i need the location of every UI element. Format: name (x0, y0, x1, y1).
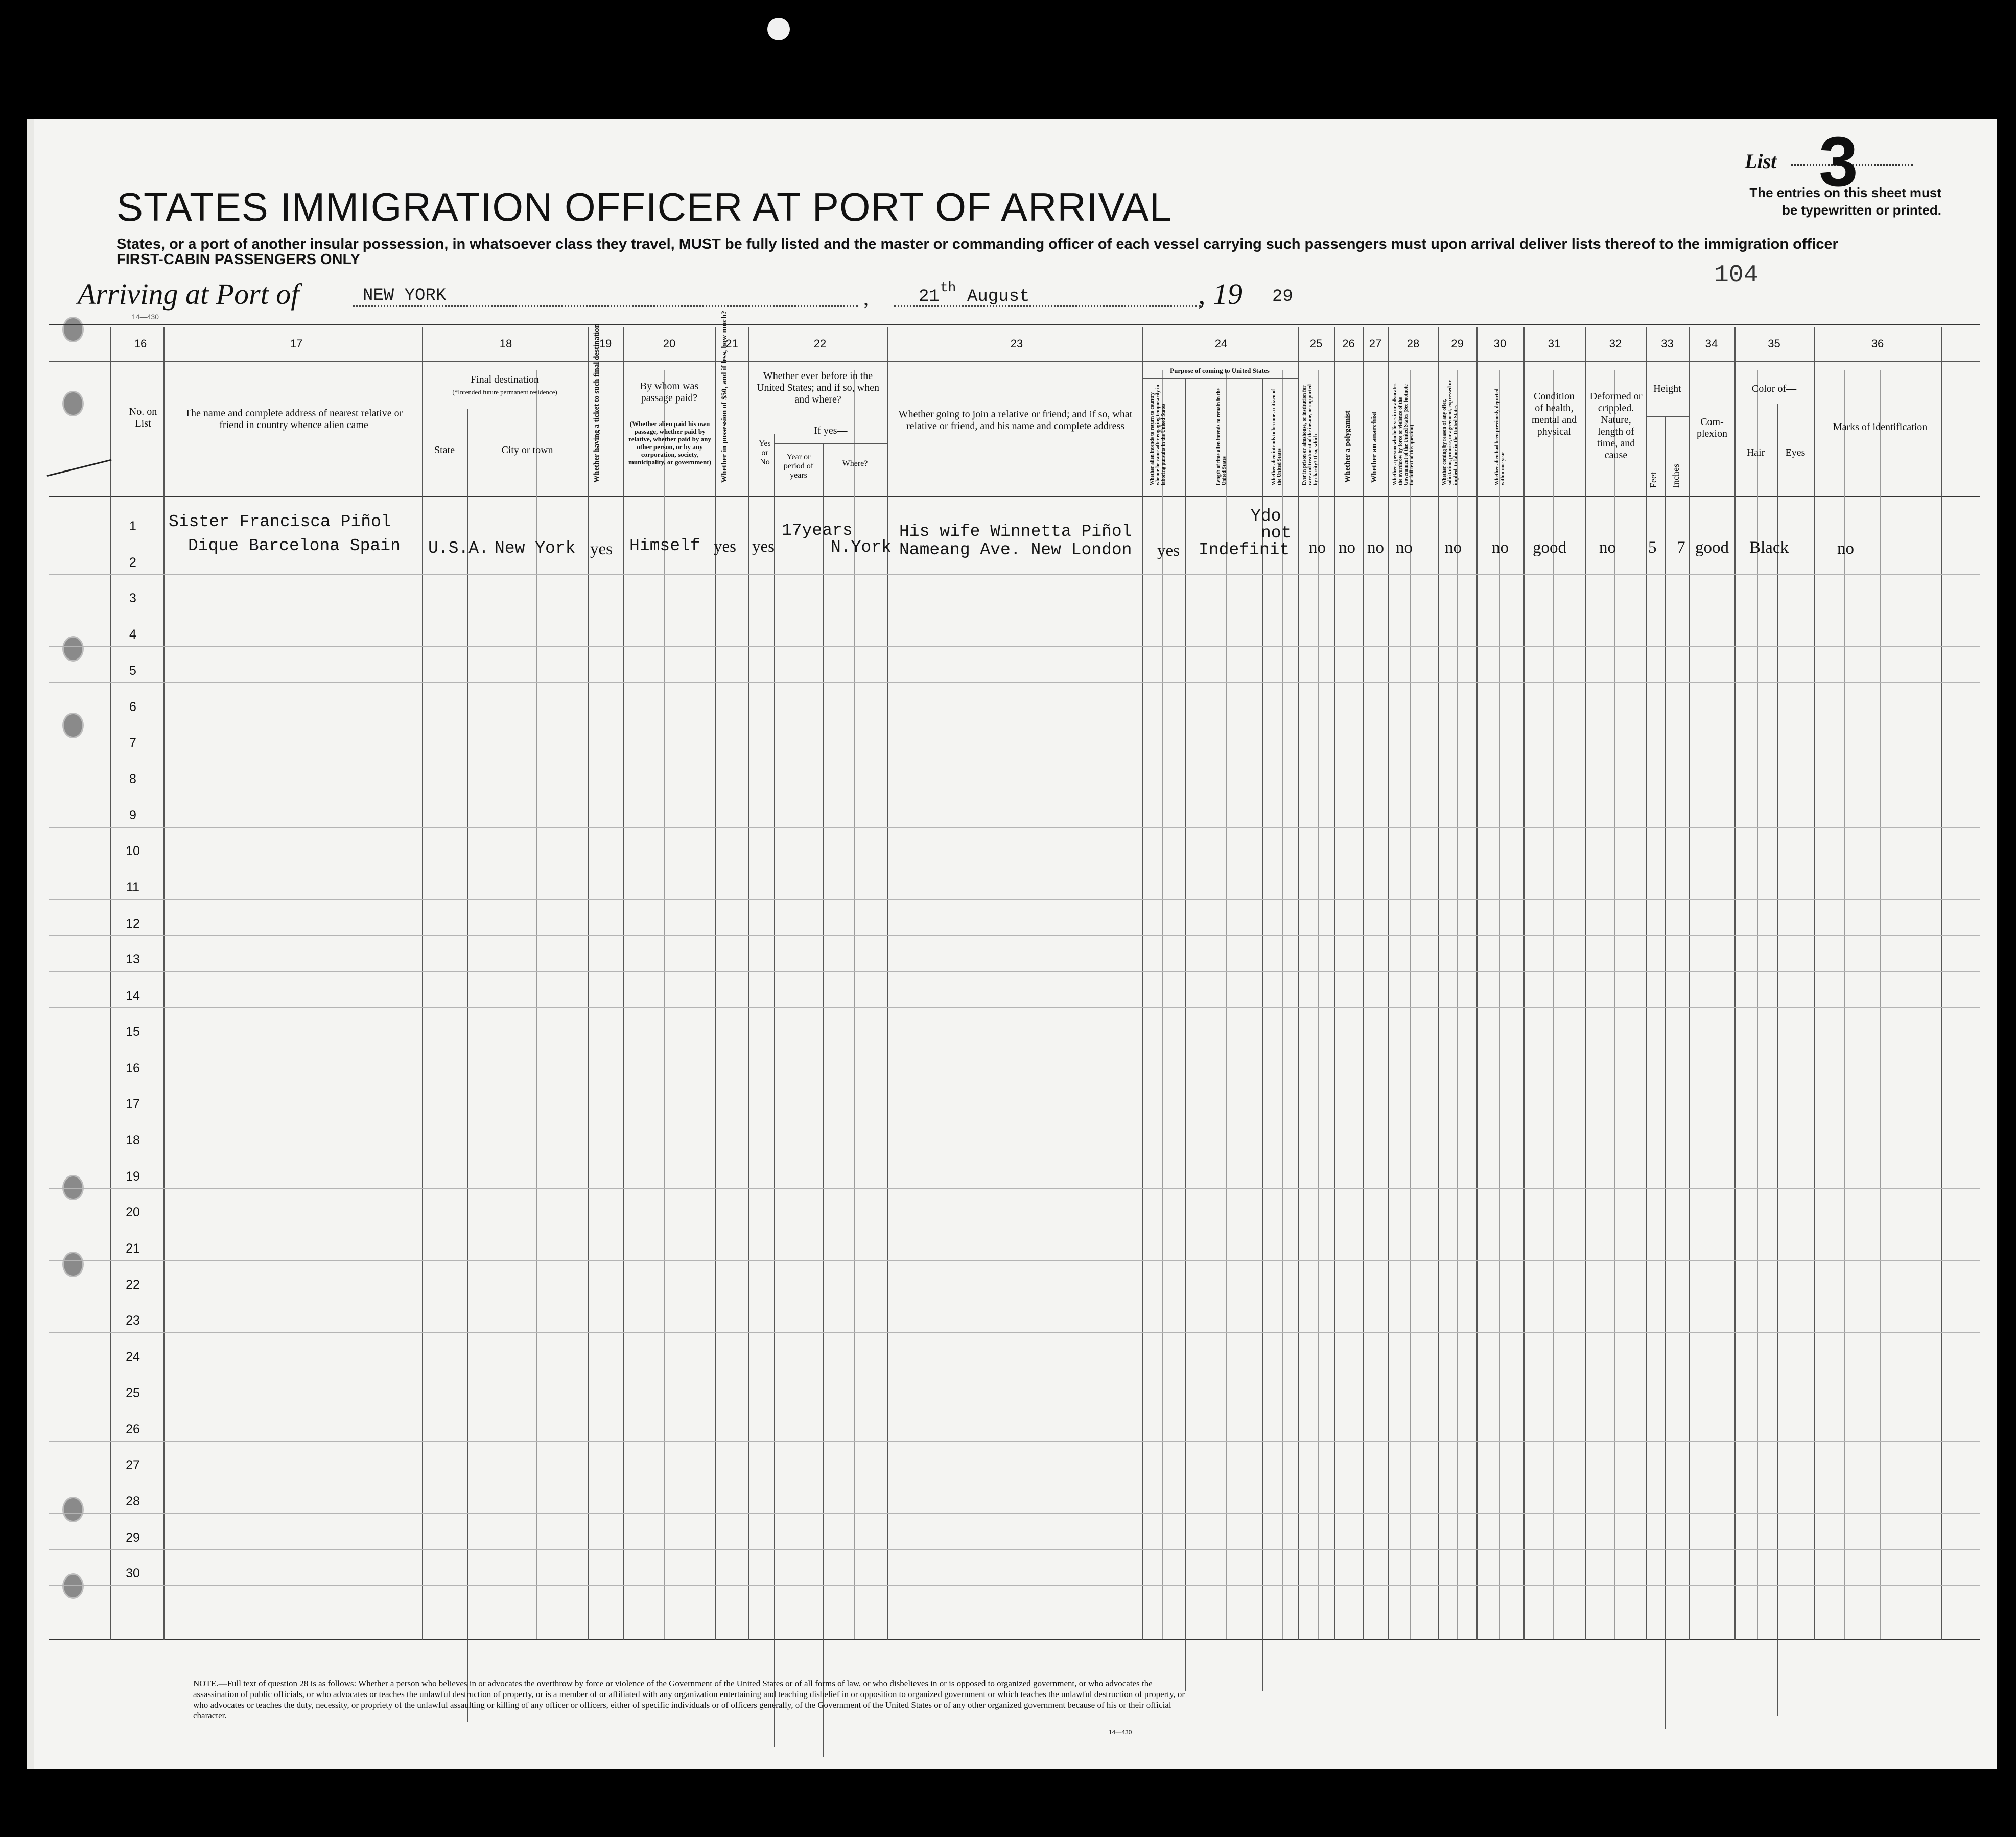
col-number: 27 (1369, 337, 1382, 350)
col-number: 36 (1871, 337, 1884, 350)
sub-rule (1553, 370, 1554, 1639)
col-rule (1142, 327, 1143, 1640)
row-number: 14 (126, 988, 140, 1003)
header-yes-no: Yes or No (759, 439, 771, 466)
col-rule (1777, 404, 1778, 1716)
relative-address: Dique Barcelona Spain (188, 536, 401, 555)
years-value: 17years (782, 521, 853, 540)
row-line (49, 682, 1980, 683)
header-polygamist: Whether a polygamist (1344, 410, 1352, 483)
punch-hole (62, 713, 84, 738)
list-note (1696, 184, 1941, 219)
date-day-suffix: th (940, 280, 956, 295)
header-color-of: Color of— (1751, 383, 1797, 394)
anarchist-value: no (1367, 538, 1384, 557)
header-before-in-us: Whether ever before in the United States; and if so, when and where? (757, 370, 879, 405)
col-number: 16 (134, 337, 147, 350)
col-number: 32 (1609, 337, 1622, 350)
offer-value: no (1445, 538, 1462, 557)
punch-hole (62, 391, 84, 416)
sub-rule (1318, 370, 1319, 1639)
row-line (49, 1585, 1980, 1586)
header-prison: Ever in prison or almshouse, or institution for care and treatment of the insane, or supported by charity? If so, which (1302, 384, 1319, 485)
table-top-border (49, 324, 1980, 325)
col-number: 24 (1214, 337, 1228, 350)
polygamist-value: no (1339, 538, 1355, 557)
header-health: Condition of health, mental and physical (1531, 391, 1577, 437)
header-no-on-list: No. on List (129, 406, 157, 429)
row-number: 15 (126, 1024, 140, 1039)
row-number: 9 (129, 808, 136, 822)
row-number: 18 (126, 1133, 140, 1147)
header-where: Where? (842, 459, 868, 468)
marks-value: no (1837, 539, 1854, 558)
col-rule (1476, 327, 1478, 1640)
col-rule (1298, 327, 1299, 1640)
header-ticket: Whether having a ticket to such final destination (593, 324, 601, 483)
arriving-label: Arriving at Port of (78, 277, 299, 311)
col-rule (467, 409, 468, 1722)
punch-hole (62, 1573, 84, 1599)
punch-hole (62, 636, 84, 662)
header-final-destination-sub: (*Intended future permanent residence) (452, 388, 557, 396)
col-rule (1185, 378, 1186, 1691)
stamp-number: 104 (1714, 262, 1759, 289)
length-stay-value: Indefinit (1199, 540, 1290, 559)
year-prefix: , 19 (1198, 277, 1243, 311)
header-marks: Marks of identification (1833, 421, 1928, 433)
instructions-text: States, or a port of another insular possession, in whatsoever class they travel, MUST be fully listed and the master or commanding officer of each vessel carrying such passengers must upon arrival deliver lists thereof to the immigration officer (116, 236, 1838, 252)
col-rule (1388, 327, 1389, 1640)
col-number: 20 (663, 337, 676, 350)
join-relative-line1: His wife Winnetta Piñol (899, 522, 1132, 541)
row-number: 20 (126, 1205, 140, 1220)
header-bottom-border (49, 496, 1980, 497)
sub-rule (1880, 370, 1881, 1639)
prison-value: no (1309, 538, 1326, 557)
col-rule (1689, 327, 1690, 1640)
col-number: 28 (1406, 337, 1420, 350)
header-height: Height (1653, 383, 1681, 394)
colnum-row-border (49, 361, 1980, 362)
footnote: NOTE.—Full text of question 28 is as follows: Whether a person who believes in or advocates the overthrow by force or violence of the Government of the United States or of all forms of law, or who disbelieves in or is opposed to organized government, or who advocates the assassination of public officials, or who advocates or teaches the unlawful destruction of property, or is a member of or affiliated with any organization entertaining and teaching disbelief in or opposition to organized government or which teaches the unlawful destruction of property, or who advocates or teaches the duty, necessity, or propriety of the unlawful assaulting or killing of any officer or officers, either of specific individuals or of officers generally, of the Government of the United States or of any other organized government because of his or their official character. (193, 1679, 1185, 1721)
money-value: yes (714, 537, 736, 556)
col-rule (422, 327, 423, 1640)
row-number: 21 (126, 1241, 140, 1256)
row-line (49, 1007, 1980, 1008)
header-overthrow: Whether a person who believes in or advocates the overthrow by force or violence of the Government of the United States (See footnote for full text of this question) (1392, 383, 1415, 485)
height-inches-value: 7 (1677, 538, 1685, 557)
row-number: 1 (129, 519, 136, 533)
col-number: 29 (1451, 337, 1464, 350)
list-number: 3 (1819, 123, 1858, 201)
citizen-line2: not (1261, 524, 1292, 543)
col-number: 26 (1342, 337, 1355, 350)
sub-rule (1282, 370, 1283, 1639)
deformed-value: no (1599, 538, 1616, 557)
subhdr-rule (1646, 416, 1689, 417)
subhdr-rule (1142, 378, 1298, 379)
sub-rule (1757, 370, 1758, 1639)
header-complexion: Com- plexion (1697, 416, 1727, 439)
header-join-relative: Whether going to join a relative or friend; and if so, what relative or friend, and his name and complete address (898, 409, 1133, 432)
header-feet: Feet (1648, 472, 1658, 488)
form-code-bottom: 14—430 (1109, 1729, 1132, 1736)
row-line (49, 574, 1980, 575)
passage-paid-value: Himself (629, 536, 700, 555)
row-line (49, 1513, 1980, 1514)
sub-rule (1499, 370, 1500, 1639)
header-year-period: Year or period of years (783, 453, 814, 480)
row-number: 25 (126, 1385, 140, 1400)
row-line (49, 1260, 1980, 1261)
date-month: August (967, 287, 1030, 307)
header-final-destination: Final destination (471, 374, 539, 385)
col-rule (1814, 327, 1815, 1640)
col-number: 17 (290, 337, 303, 350)
punch-hole (62, 1497, 84, 1522)
row-number: 11 (126, 880, 139, 894)
row-number: 30 (126, 1566, 140, 1581)
row-line (49, 827, 1980, 828)
row-line (49, 1441, 1980, 1442)
row-number: 6 (129, 699, 136, 714)
manifest-sheet (27, 119, 1997, 1769)
sub-rule (664, 370, 665, 1639)
row-line (49, 1188, 1980, 1189)
col-rule (1363, 327, 1364, 1640)
row-number: 10 (126, 844, 140, 859)
complexion-value: good (1695, 538, 1729, 557)
row-number: 7 (129, 736, 136, 750)
header-length-stay: Length of time alien intends to remain in the United States (1216, 388, 1227, 485)
row-number: 17 (126, 1097, 140, 1112)
header-intends-return: Whether alien intends to return to country whence he came after engaging temporarily in laboring pursuits in the United States (1150, 385, 1166, 485)
row-line (49, 971, 1980, 972)
col-number: 18 (499, 337, 512, 350)
header-city: City or town (501, 444, 553, 456)
col-rule (1438, 327, 1439, 1640)
col-number: 25 (1309, 337, 1323, 350)
col-rule (1262, 378, 1263, 1691)
port-underline (353, 305, 858, 307)
col-rule (1646, 327, 1647, 1640)
row-line (49, 1549, 1980, 1550)
list-note-line1: The entries on this sheet must (1749, 185, 1941, 200)
punch-hole (62, 317, 84, 342)
relative-name: Sister Francisca Piñol (169, 512, 391, 531)
header-state: State (434, 444, 455, 456)
sub-rule (854, 370, 855, 1639)
page-title: STATES IMMIGRATION OFFICER AT PORT OF ARRIVAL (116, 184, 1173, 229)
header-deformed: Deformed or crippled. Nature, length of time, and cause (1589, 391, 1643, 461)
col-number: 35 (1768, 337, 1780, 350)
header-nearest-relative: The name and complete address of nearest relative or friend in country whence alien came (184, 408, 403, 431)
col-number: 23 (1010, 337, 1023, 350)
year-suffix: 29 (1272, 287, 1293, 307)
date-day: 21 (919, 287, 940, 307)
list-note-line2: be typewritten or printed. (1781, 202, 1941, 218)
deported-value: no (1492, 538, 1509, 557)
row-number: 27 (126, 1458, 140, 1473)
hair-value: Black (1749, 538, 1789, 557)
col-rule (715, 327, 716, 1640)
date-comma: , (863, 287, 869, 310)
header-citizen: Whether alien intends to become a citizen of the United States (1271, 389, 1282, 485)
col-number: 31 (1548, 337, 1561, 350)
destination-city: New York (495, 539, 576, 558)
row-line (49, 646, 1980, 647)
row-number: 23 (126, 1313, 140, 1328)
row-number: 16 (126, 1061, 140, 1075)
header-eyes: Eyes (1785, 447, 1806, 458)
overthrow-value: no (1396, 538, 1413, 557)
col-number: 22 (813, 337, 827, 350)
row-number: 24 (126, 1350, 140, 1364)
col-rule (1665, 416, 1666, 1729)
header-passage-paid-sub: (Whether alien paid his own passage, whether paid by relative, whether paid by any other person, or by any corporation, society, municipality, or government) (628, 420, 711, 466)
col-number: 30 (1493, 337, 1507, 350)
col-number: 21 (725, 337, 738, 350)
row-line (49, 1332, 1980, 1333)
citizen-line1: Ydo (1251, 507, 1281, 526)
passenger-class: FIRST-CABIN PASSENGERS ONLY (116, 251, 360, 268)
header-if-yes: If yes— (814, 425, 848, 436)
row-number: 8 (129, 771, 136, 786)
header-offer: Whether coming by reason of any offer, solicitation, promise, or agreement, expressed or implied, to labor in the United States (1442, 380, 1459, 485)
row-number: 29 (126, 1530, 140, 1545)
header-anarchist: Whether an anarchist (1370, 411, 1378, 483)
table-bottom-border (49, 1639, 1980, 1640)
tape-mark (767, 18, 790, 40)
header-passage-paid: By whom was passage paid? (640, 381, 699, 404)
punch-hole (62, 1252, 84, 1277)
col-rule (887, 327, 888, 1640)
health-value: good (1533, 538, 1566, 557)
sub-rule (1614, 370, 1615, 1639)
row-number: 3 (129, 591, 136, 606)
sub-rule (1844, 370, 1845, 1639)
col-rule (1523, 327, 1525, 1640)
col-rule (163, 327, 165, 1640)
header-deported: Whether alien had been previously deported within one year (1494, 388, 1506, 485)
row-number: 5 (129, 663, 136, 678)
header-money: Whether in possession of $50, and if less, how much? (720, 311, 729, 483)
destination-state: U.S.A. (428, 539, 489, 558)
height-feet-value: 5 (1648, 538, 1657, 557)
col-rule (1585, 327, 1586, 1640)
col-number: 33 (1661, 337, 1674, 350)
row-number: 19 (126, 1169, 140, 1184)
port-value: NEW YORK (363, 286, 447, 305)
row-number: 28 (126, 1494, 140, 1509)
row-number: 22 (126, 1277, 140, 1292)
form-code-top: 14—430 (132, 313, 159, 321)
col-number: 34 (1705, 337, 1718, 350)
sub-rule (1410, 370, 1411, 1639)
where-value: N.York (831, 538, 892, 557)
sub-rule (1162, 370, 1163, 1639)
row-number: 13 (126, 952, 140, 967)
col-rule (1734, 327, 1736, 1640)
col-rule (774, 434, 775, 1747)
ticket-value: yes (590, 540, 613, 558)
before-in-us-value: yes (752, 537, 775, 556)
header-inches: Inches (1671, 464, 1681, 488)
list-label: List (1745, 150, 1777, 173)
return-value: yes (1157, 541, 1180, 560)
col-rule (823, 444, 824, 1757)
subhdr-rule (774, 443, 887, 444)
col-number: 19 (599, 337, 612, 350)
header-purpose: Purpose of coming to United States (1170, 367, 1270, 374)
row-line (49, 935, 1980, 936)
row-number: 4 (129, 627, 136, 642)
col-rule (1941, 327, 1942, 1640)
row-line (49, 899, 1980, 900)
sub-rule (536, 370, 537, 1639)
header-hair: Hair (1746, 447, 1765, 458)
row-number: 12 (126, 916, 140, 931)
col-rule (588, 327, 589, 1640)
col-rule (1334, 327, 1335, 1640)
row-number: 2 (129, 555, 136, 570)
sub-rule (1457, 370, 1458, 1639)
col-rule (623, 327, 624, 1640)
sub-rule (1226, 370, 1227, 1639)
row-number: 26 (126, 1422, 140, 1436)
col-rule (748, 327, 749, 1640)
join-relative-line2: Nameang Ave. New London (899, 540, 1132, 559)
date-underline (894, 305, 1201, 307)
